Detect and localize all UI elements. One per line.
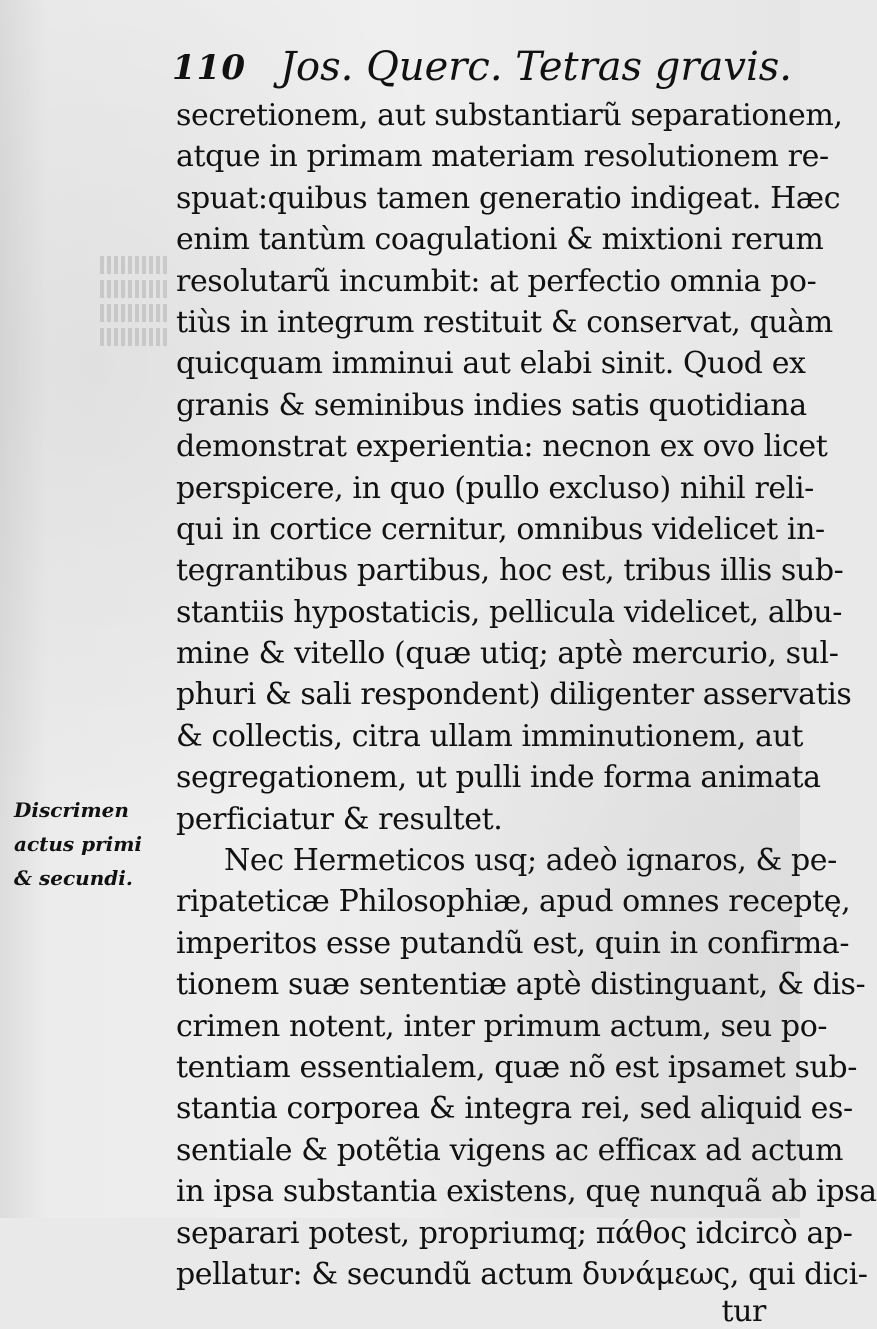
text-line: crimen notent, inter primum actum, seu po-	[176, 1008, 828, 1044]
text-line: demonstrat experientia: necnon ex ovo licet	[176, 429, 828, 465]
text-line: imperitos esse putandũ est, quin in confirma-	[176, 925, 850, 961]
margin-note-line: Discrimen	[14, 798, 129, 822]
text-line: perspicere, in quo (pullo excluso) nihil reli-	[176, 470, 814, 506]
text-line: resolutarũ incumbit: at perfectio omnia po-	[176, 263, 817, 299]
text-line: separari potest, propriumq; πάθος idcircò ap-	[176, 1215, 853, 1251]
text-line: phuri & sali respondent) diligenter asservatis	[176, 677, 852, 713]
text-line: segregationem, ut pulli inde forma animata	[176, 760, 821, 796]
text-line: tiùs in integrum restituit & conservat, quàm	[176, 304, 833, 340]
margin-note-line: actus primi	[14, 832, 143, 856]
text-line: stantia corporea & integra rei, sed aliquid es-	[176, 1091, 853, 1127]
text-line: quicquam imminui aut elabi sinit. Quod ex	[176, 346, 806, 382]
text-line: qui in cortice cernitur, omnibus videlicet in-	[176, 511, 825, 547]
margin-note-line: & secundi.	[14, 866, 133, 890]
page-header	[172, 44, 792, 94]
text-line: tentiam essentialem, quæ nõ est ipsamet sub-	[176, 1049, 857, 1085]
text-line: tionem suæ sententiæ aptè distinguant, & dis-	[176, 967, 866, 1003]
text-line: atque in primam materiam resolutionem re-	[176, 139, 829, 175]
show-through-bleed	[100, 250, 170, 360]
text-line: perficiatur & resultet.	[176, 801, 503, 837]
margin-note	[14, 793, 174, 895]
text-line: secretionem, aut substantiarũ separationem,	[176, 98, 843, 133]
text-line: stantiis hypostaticis, pellicula videlicet, albu-	[176, 594, 843, 630]
text-line: tegrantibus partibus, hoc est, tribus illis sub-	[176, 553, 844, 589]
catchword: tur	[721, 1294, 766, 1329]
text-line: mine & vitello (quæ utiq; aptè mercurio, sul-	[176, 636, 839, 672]
text-line: pellatur: & secundũ actum δυνάμεως, qui dici-	[176, 1256, 868, 1292]
text-line: Nec Hermeticos usq; adeò ignaros, & pe-	[224, 843, 837, 879]
text-line: granis & seminibus indies satis quotidiana	[176, 387, 807, 423]
text-line: spuat:quibus tamen generatio indigeat. Hæc	[176, 180, 841, 216]
text-line: ripateticæ Philosophiæ, apud omnes receptę,	[176, 884, 851, 920]
text-line: & collectis, citra ullam imminutionem, aut	[176, 718, 804, 754]
text-line: in ipsa substantia existens, quę nunquã ab ipsa	[176, 1174, 877, 1210]
body-text	[176, 95, 877, 1329]
text-line: sentiale & potẽtia vigens ac efficax ad actum	[176, 1132, 844, 1168]
text-line: enim tantùm coagulationi & mixtioni rerum	[176, 222, 824, 258]
running-head: Jos. Querc. Tetras gravis.	[280, 44, 792, 90]
page-number: 110	[172, 48, 246, 88]
